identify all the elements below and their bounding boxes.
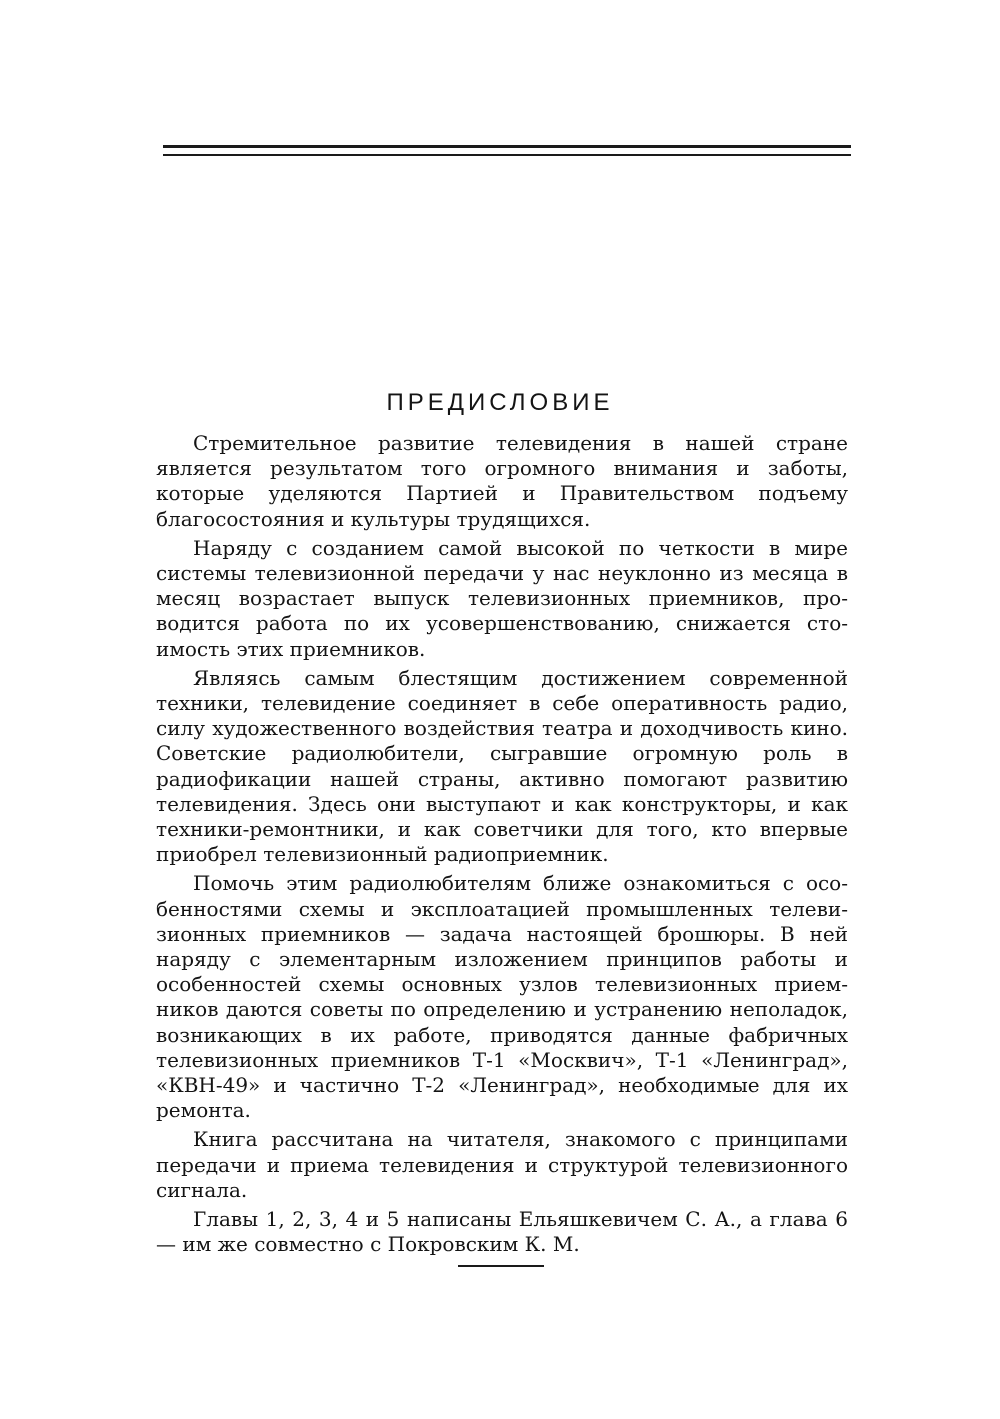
top-double-rule-lower — [163, 154, 851, 156]
preface-body — [156, 431, 848, 1262]
paragraph-6: Главы 1, 2, 3, 4 и 5 написаны Ельяшкевичем С. А., а глава 6 — им же совместно с Покровским К. М. — [156, 1207, 848, 1257]
paragraph-5: Книга рассчитана на читателя, знакомого с принципами передачи и приема телевидения и структурой телевизионного сигнала. — [156, 1127, 848, 1202]
paragraph-3: Являясь самым блестящим достижением современной техники, телевидение соединяет в себе оперативность радио, силу художественного воздействия театра и доходчивость кино. Советские радиолюбители, сыгравшие огромную роль в радиофикации нашей страны, активно помогают развитию телевидения. Здесь они выступают и как конструкторы, и как техники-ремонтники, и как советчики для того, кто впервые приобрел телевизионный радиоприемник. — [156, 665, 848, 867]
bottom-end-rule — [458, 1265, 544, 1267]
page-title: ПРЕДИСЛОВИЕ — [386, 389, 614, 416]
paragraph-1: Стремительное развитие телевидения в нашей стране является результатом того огромного внимания и заботы, которые уделяются Партией и Правительством подъему благосостояния и культуры трудящихся. — [156, 431, 848, 531]
paragraph-2: Наряду с созданием самой высокой по четкости в мире системы телевизионной передачи у нас неуклонно из месяца в месяц возрастает выпуск телевизионных приемников, проводится работа по их усовершенствованию, снижается стоимость этих приемников. — [156, 535, 848, 661]
top-double-rule-upper — [163, 145, 851, 148]
paragraph-4: Помочь этим радиолюбителям ближе ознакомиться с особенностями схемы и эксплоатацией промышленных телевизионных приемников — задача настоящей брошюры. В ней наряду с элементарным изложением принципов работы и особенностей схемы основных узлов телевизионных приемников даются советы по определению и устранению неполадок, возникающих в их работе, приводятся данные фабричных телевизионных приемников Т-1 «Москвич», Т-1 «Ленинград», «КВН-49» и частично Т-2 «Ленинград», необходимые для их ремонта. — [156, 871, 848, 1123]
